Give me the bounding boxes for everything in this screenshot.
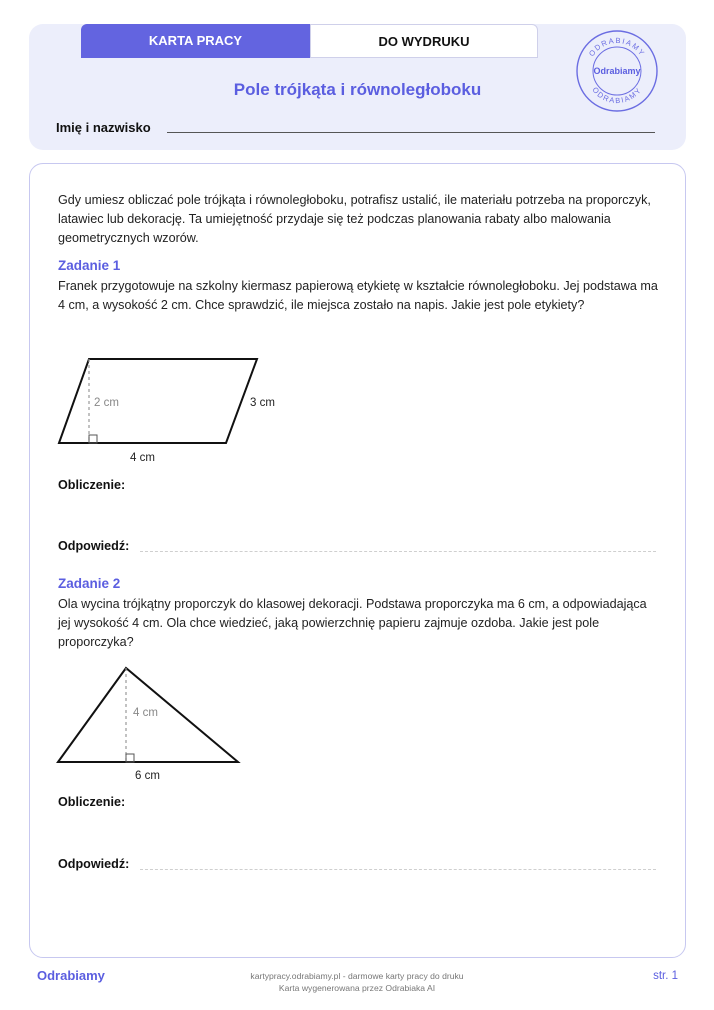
stamp-bottom-text: ODRABIAMY [590,85,644,106]
task-1-answer-label: Odpowiedź: [58,539,130,553]
height-label: 2 cm [94,397,119,409]
page-title: Pole trójkąta i równoległoboku [233,80,482,99]
stamp-top-text: ODRABIAMY [586,35,648,59]
right-angle-marker [89,435,97,443]
task-2-calc-label: Obliczenie: [58,795,126,809]
triangle-figure [50,660,250,785]
task-1-calc-label: Obliczenie: [58,478,126,492]
height-label: 4 cm [133,707,158,719]
page-number: str. 1 [653,970,678,982]
footer-line-2: Karta wygenerowana przez Odrabiaka AI [278,983,436,993]
odrabiamy-stamp [575,29,659,113]
tab-karta-pracy[interactable]: KARTA PRACY [81,24,310,58]
task-1-answer-line[interactable] [140,551,656,552]
footer-line-1[interactable]: kartypracy.odrabiamy.pl - darmowe karty pracy do druku [250,971,464,981]
name-line [167,132,655,133]
footer-brand[interactable]: Odrabiamy [37,968,105,983]
base-label: 6 cm [135,770,160,782]
footer-info [0,970,714,994]
base-label: 4 cm [130,452,155,464]
task-1-text: Franek przygotowuje na szkolny kiermasz papierową etykietę w kształcie równoległoboku. Jej podstawa ma 4 cm, a wysokość 2 cm. Chce sprawdzić, ile miejsca zostało na napis. Jakie jest pole etykiety? [58,279,658,312]
task-1-heading: Zadanie 1 [58,258,121,273]
task-2-answer-label: Odpowiedź: [58,857,130,871]
tab-do-wydruku[interactable]: DO WYDRUKU [310,24,538,58]
intro-text: Gdy umiesz obliczać pole trójkąta i równoległoboku, potrafisz ustalić, ile materiału potrzeba na proporczyk, latawiec lub dekorację. Ta umiejętność przydaje się też podczas planowania rabaty albo malowania geometrycznych wzorów. [58,193,651,245]
parallelogram-figure [50,350,310,468]
task-2-text: Ola wycina trójkątny proporczyk do klasowej dekoracji. Podstawa proporczyka ma 6 cm, a odpowiadająca jej wysokość 4 cm. Ola chce wiedzieć, jaką powierzchnię papieru zajmuje ozdoba. Jakie jest pole proporczyka? [58,597,647,649]
task-2-heading: Zadanie 2 [58,576,121,591]
right-angle-marker [126,754,134,762]
name-label: Imię i nazwisko [56,120,151,135]
stamp-center-text: Odrabiamy [593,66,641,76]
side-label: 3 cm [250,397,275,409]
task-2-answer-line[interactable] [140,869,656,870]
